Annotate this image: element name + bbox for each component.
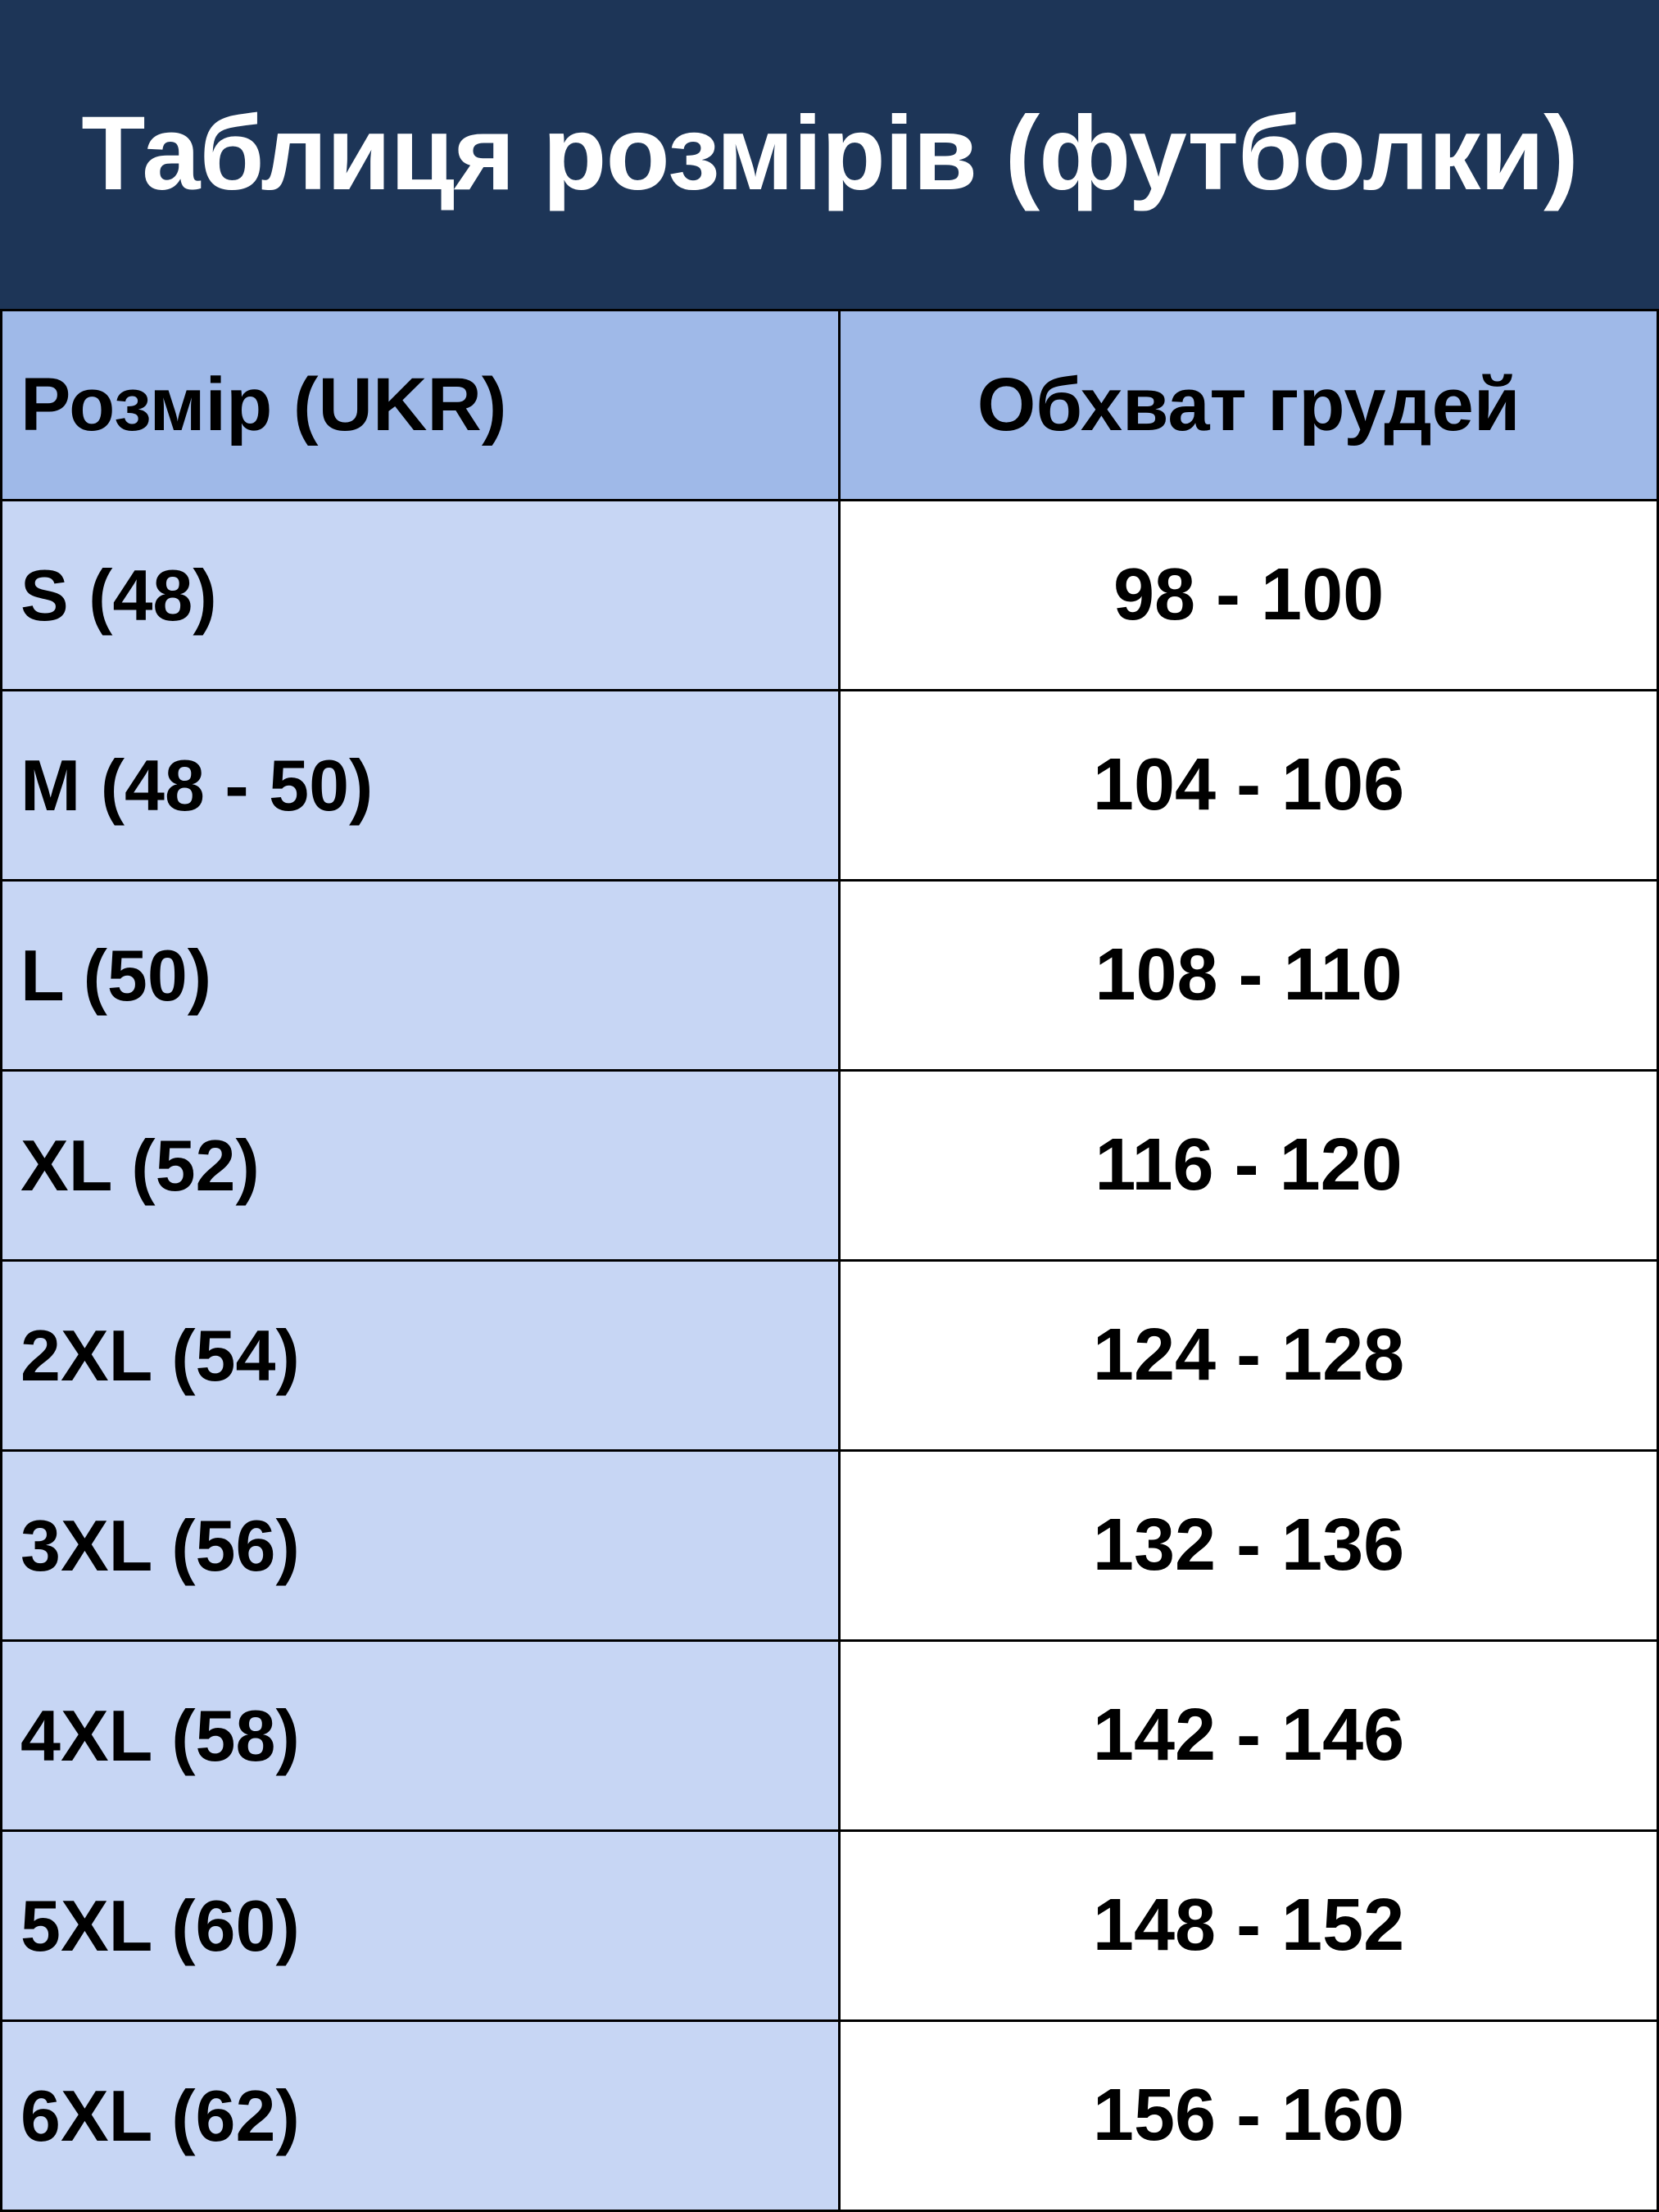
cell-chest: 104 - 106 <box>840 691 1658 881</box>
cell-size: 6XL (62) <box>2 2021 840 2211</box>
page-title: Таблиця розмірів (футболки) <box>81 95 1578 213</box>
cell-chest: 108 - 110 <box>840 881 1658 1071</box>
cell-chest: 124 - 128 <box>840 1261 1658 1451</box>
table-row <box>2 1261 1658 1451</box>
cell-size: 2XL (54) <box>2 1261 840 1451</box>
table-row <box>2 691 1658 881</box>
table-row <box>2 2021 1658 2211</box>
cell-size: M (48 - 50) <box>2 691 840 881</box>
table-row <box>2 1451 1658 1641</box>
cell-chest: 132 - 136 <box>840 1451 1658 1641</box>
cell-size: 4XL (58) <box>2 1641 840 1831</box>
column-header-chest: Обхват грудей <box>840 310 1658 501</box>
cell-size: S (48) <box>2 501 840 691</box>
document-title-bar <box>0 0 1659 309</box>
table-header-row <box>2 310 1658 501</box>
table-row <box>2 501 1658 691</box>
cell-size: 5XL (60) <box>2 1831 840 2021</box>
table-header <box>2 310 1658 501</box>
table-row <box>2 881 1658 1071</box>
cell-size: 3XL (56) <box>2 1451 840 1641</box>
table-row <box>2 1071 1658 1261</box>
table-row <box>2 1641 1658 1831</box>
size-chart-table <box>0 309 1659 2212</box>
cell-chest: 142 - 146 <box>840 1641 1658 1831</box>
column-header-size: Розмір (UKR) <box>2 310 840 501</box>
cell-chest: 156 - 160 <box>840 2021 1658 2211</box>
cell-chest: 148 - 152 <box>840 1831 1658 2021</box>
table-body <box>2 501 1658 2211</box>
cell-size: XL (52) <box>2 1071 840 1261</box>
cell-size: L (50) <box>2 881 840 1071</box>
cell-chest: 116 - 120 <box>840 1071 1658 1261</box>
cell-chest: 98 - 100 <box>840 501 1658 691</box>
table-row <box>2 1831 1658 2021</box>
